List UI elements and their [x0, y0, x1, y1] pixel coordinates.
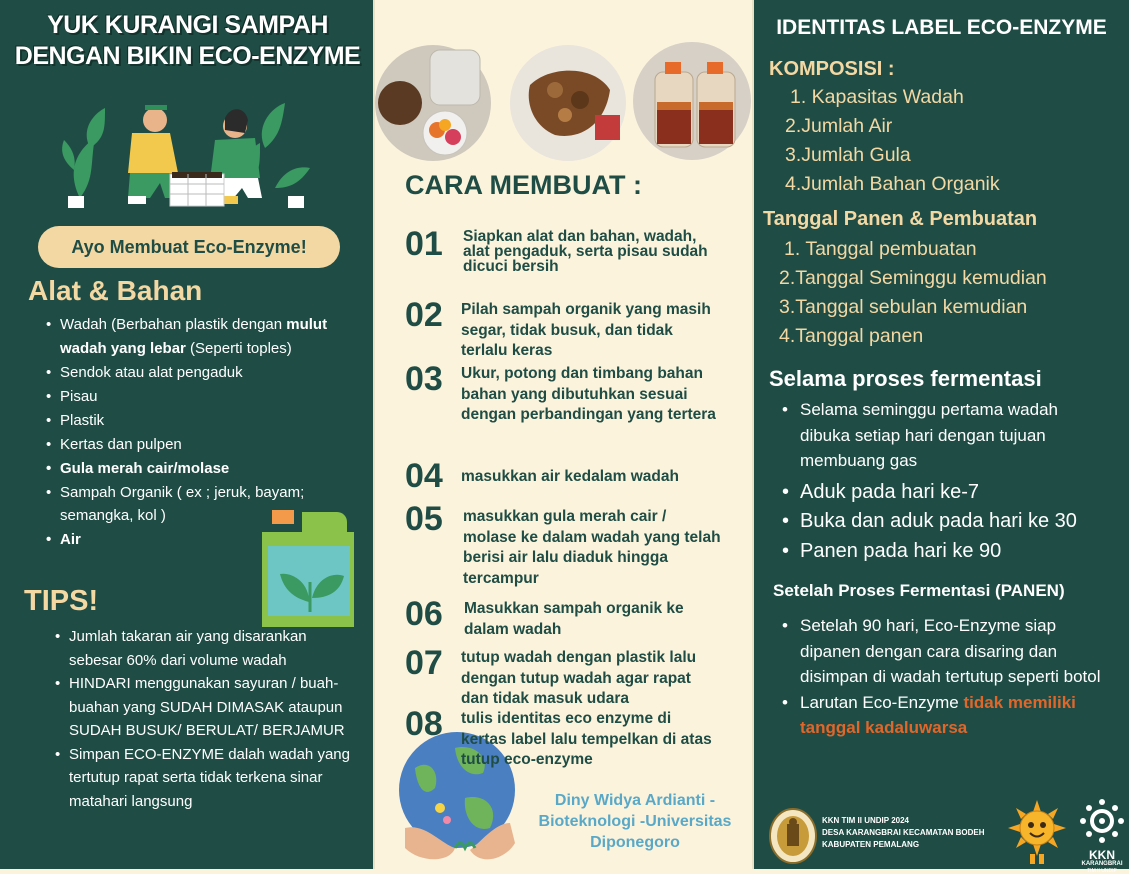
- kkn-logo-subtext: TIM II UNDIP: [1087, 868, 1117, 874]
- step-text: tutup wadah dengan plastik lalu dengan tutup wadah agar rapat dan tidak masuk udara: [461, 649, 697, 707]
- tips-heading: TIPS!: [24, 585, 99, 617]
- list-item: • Jumlah takaran air yang disarankan sebesar 60% dari volume wadah: [55, 625, 355, 672]
- tanggal-list: [779, 235, 1047, 351]
- step-number: 06: [405, 595, 443, 633]
- komposisi-heading: KOMPOSISI :: [769, 58, 895, 80]
- setelah-fermentasi-heading: Setelah Proses Fermentasi (PANEN): [773, 581, 1065, 600]
- list-item: 4.Tanggal panen: [779, 325, 924, 347]
- list-item: • Sampah Organik ( ex ; jeruk, bayam; semangka, kol ): [46, 481, 336, 528]
- list-item: • Simpan ECO-ENZYME dalah wadah yang tertutup rapat serta tidak terkena sinar matahari langsung: [55, 743, 355, 814]
- kkn-karangbrai-logo: [1075, 798, 1129, 874]
- main-title-line2: DENGAN BIKIN ECO-ENZYME: [14, 42, 361, 70]
- fermentasi-list: [782, 397, 1112, 566]
- left-panel: [0, 0, 375, 869]
- list-item: • Panen pada hari ke 90: [782, 537, 1112, 567]
- step-text: Masukkan sampah organik ke dalam wadah: [464, 600, 684, 638]
- middle-panel: [375, 0, 754, 869]
- list-item: 2.Tanggal Seminggu kemudian: [779, 267, 1047, 289]
- cta-pill: Ayo Membuat Eco-Enzyme!: [38, 226, 340, 268]
- author-credit: [525, 790, 745, 853]
- list-item: • Wadah (Berbahan plastik dengan mulut wadah yang lebar (Seperti toples): [46, 313, 336, 360]
- list-item: 1. Tanggal pembuatan: [784, 238, 977, 260]
- alat-bahan-heading: Alat & Bahan: [28, 275, 203, 306]
- people-composting-illustration: [60, 88, 315, 213]
- photo-chopped-organic-waste: [510, 45, 626, 161]
- list-item: • Aduk pada hari ke-7: [782, 478, 1112, 508]
- step-number: 01: [405, 225, 443, 263]
- main-title-line1: YUK KURANGI SAMPAH: [47, 11, 328, 39]
- step-text: Pilah sampah organik yang masih segar, tidak busuk, dan tidak terlalu keras: [461, 301, 711, 359]
- footer-line: KKN TIM II UNDIP 2024: [822, 816, 909, 825]
- list-item: • Kertas dan pulpen: [46, 433, 336, 457]
- identitas-label-heading: IDENTITAS LABEL ECO-ENZYME: [776, 16, 1107, 39]
- step-number: 03: [405, 360, 443, 398]
- list-item: • HINDARI menggunakan sayuran / buah-buahan yang SUDAH DIMASAK ataupun SUDAH BUSUK/ BERULAT/ BERJAMUR: [55, 672, 355, 743]
- list-item: • Pisau: [46, 385, 336, 409]
- list-item: • Plastik: [46, 409, 336, 433]
- undip-seal-logo: [769, 808, 817, 864]
- list-item: • Sendok atau alat pengaduk: [46, 361, 336, 385]
- footer-text: [822, 815, 985, 851]
- eco-enzyme-jug-icon: [262, 502, 357, 632]
- footer-line: KABUPATEN PEMALANG: [822, 840, 920, 849]
- list-item: • Larutan Eco-Enzyme tidak memiliki tanggal kadaluwarsa: [782, 690, 1112, 741]
- sun-mascot-icon: [1008, 800, 1066, 864]
- list-item: • Setelah 90 hari, Eco-Enzyme siap dipanen dengan cara disaring dan disimpan di wadah tertutup seperti botol: [782, 613, 1112, 690]
- step-text: tulis identitas eco enzyme di kertas label lalu tempelkan di atas tutup eco-enzyme: [461, 710, 712, 768]
- photo-jar-ingredients: [375, 45, 491, 161]
- author-line: Diny Widya Ardianti -: [554, 792, 716, 809]
- list-item: • Selama seminggu pertama wadah dibuka setiap hari dengan tujuan membuang gas: [782, 397, 1112, 474]
- author-line: Diponegoro: [590, 834, 680, 851]
- kkn-logo-text: KKN: [1089, 848, 1115, 862]
- list-item: • Air: [46, 528, 336, 552]
- komposisi-list: [785, 83, 1000, 199]
- list-item: 3.Jumlah Gula: [785, 144, 911, 166]
- step-number: 07: [405, 644, 443, 682]
- main-title: [0, 10, 375, 72]
- step-number: 04: [405, 457, 443, 495]
- cara-membuat-heading: CARA MEMBUAT :: [405, 170, 642, 200]
- kkn-logo-subtext: KARANGBRAI: [1081, 861, 1123, 867]
- step-number: 05: [405, 500, 443, 538]
- list-item: 4.Jumlah Bahan Organik: [785, 173, 1000, 195]
- photo-fermentation-bottles: [633, 42, 751, 160]
- tanggal-heading: Tanggal Panen & Pembuatan: [763, 208, 1038, 230]
- list-item: 3.Tanggal sebulan kemudian: [779, 296, 1028, 318]
- step-number: 08: [405, 705, 443, 743]
- step-text: Siapkan alat dan bahan, wadah, alat pengaduk, serta pisau sudah dicuci bersih: [463, 228, 708, 275]
- list-item: • Buka dan aduk pada hari ke 30: [782, 507, 1112, 537]
- list-item: • Gula merah cair/molase: [46, 457, 336, 481]
- footer-line: DESA KARANGBRAI KECAMATAN BODEH: [822, 828, 985, 837]
- list-item: 2.Jumlah Air: [785, 115, 893, 137]
- tips-list: [55, 625, 355, 813]
- fermentasi-heading: Selama proses fermentasi: [769, 366, 1042, 391]
- step-number: 02: [405, 296, 443, 334]
- author-line: Bioteknologi -Universitas: [538, 813, 732, 830]
- step-text: Ukur, potong dan timbang bahan bahan yang dibutuhkan sesuai dengan perbandingan yang tertera: [461, 365, 716, 423]
- setelah-fermentasi-list: [782, 613, 1112, 741]
- kkn-logo-emblem-icon: [1079, 798, 1125, 844]
- step-text: masukkan air kedalam wadah: [461, 468, 679, 485]
- step-text: masukkan gula merah cair / molase ke dalam wadah yang telah berisi air lalu diaduk hingga tercampur: [463, 508, 721, 587]
- list-item: 1. Kapasitas Wadah: [790, 86, 964, 108]
